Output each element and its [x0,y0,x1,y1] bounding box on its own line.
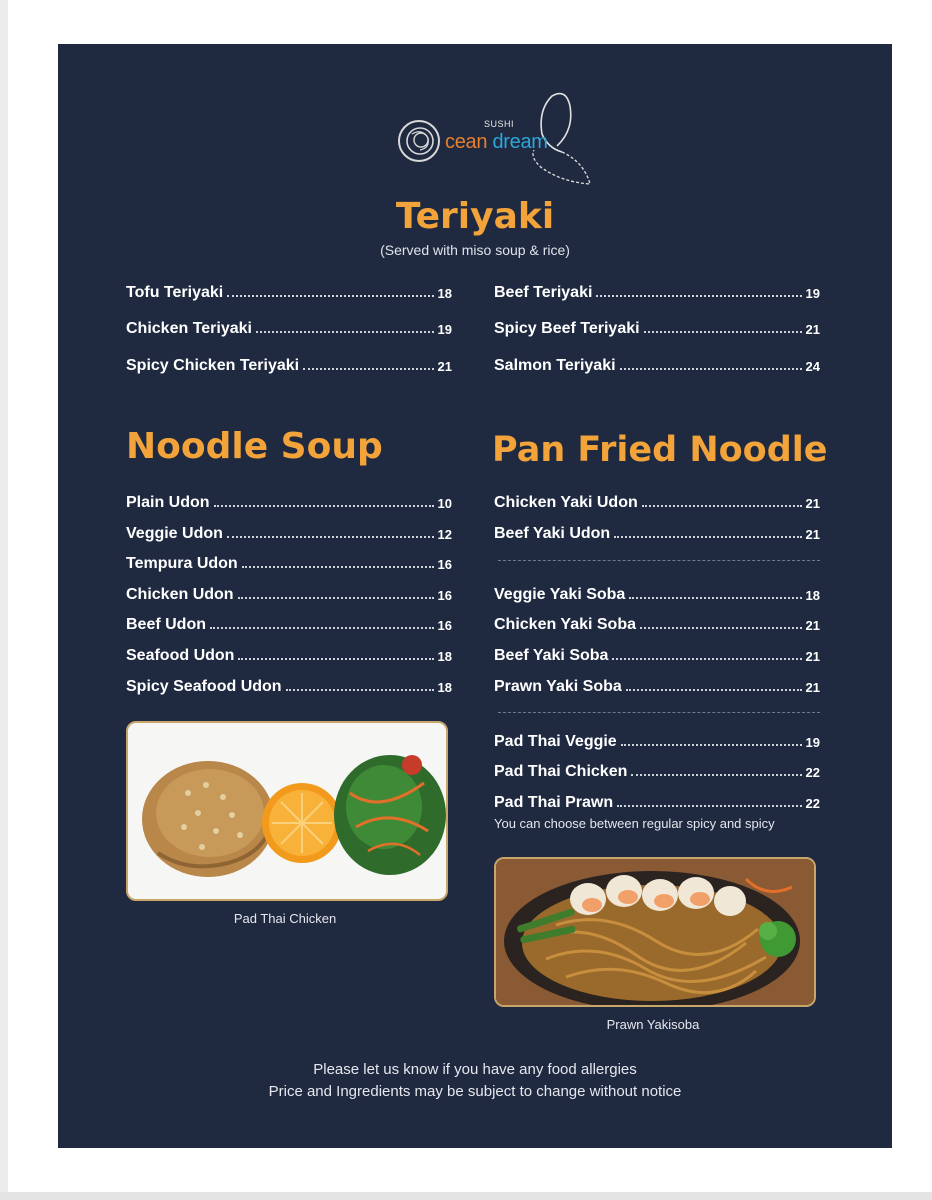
menu-item [126,612,452,634]
item-price: 19 [805,286,820,301]
item-price: 12 [437,527,452,542]
item-name: Spicy Beef Teriyaki [494,320,640,337]
item-price: 19 [805,735,820,750]
item-name: Veggie Udon [126,525,223,542]
item-price: 18 [437,649,452,664]
item-name: Pad Thai Veggie [494,733,617,750]
item-name: Beef Yaki Soba [494,647,609,664]
item-price: 10 [437,496,452,511]
allergy-notice: Please let us know if you have any food allergies [313,1061,637,1078]
item-price: 16 [437,588,452,603]
item-price: 18 [805,588,820,603]
section-divider [498,712,820,713]
menu-page [58,44,892,1148]
leader-dots [629,597,801,599]
leader-dots [626,689,802,691]
leader-dots [227,295,433,297]
pad-thai-photo [126,721,448,901]
menu-item [494,729,820,751]
item-name: Chicken Yaki Soba [494,616,636,633]
leader-dots [631,774,801,776]
menu-item [494,790,820,812]
leader-dots [210,627,434,629]
menu-item [126,353,452,375]
page-left-edge [0,0,8,1200]
menu-item [494,612,820,634]
menu-item [494,674,820,696]
leader-dots [621,744,802,746]
menu-item [494,353,820,375]
menu-item [494,316,820,338]
item-name: Spicy Seafood Udon [126,678,282,695]
teriyaki-heading: Teriyaki [395,196,555,237]
leader-dots [614,536,801,538]
item-name: Beef Teriyaki [494,284,593,301]
page-bottom-edge [0,1192,932,1200]
item-name: Pad Thai Prawn [494,794,614,811]
menu-item [494,490,820,512]
item-name: Spicy Chicken Teriyaki [126,357,300,374]
yakisoba-caption: Prawn Yakisoba [606,1017,700,1032]
leader-dots [642,505,802,507]
item-price: 21 [437,359,452,374]
leader-dots [242,566,434,568]
teriyaki-subtitle: (Served with miso soup & rice) [380,242,570,258]
leader-dots [286,689,434,691]
item-name: Tofu Teriyaki [126,284,224,301]
item-name: Prawn Yaki Soba [494,678,622,695]
item-name: Chicken Udon [126,586,234,603]
logo-sushi-label: SUSHI [484,119,515,129]
item-price: 22 [805,765,820,780]
item-name: Seafood Udon [126,647,235,664]
pad-thai-caption: Pad Thai Chicken [233,911,337,926]
section-divider [498,560,820,561]
item-price: 22 [805,796,820,811]
noodle-soup-heading: Noodle Soup [126,426,383,467]
item-price: 16 [437,557,452,572]
leader-dots [256,331,434,333]
item-name: Beef Yaki Udon [494,525,611,542]
pan-fried-noodle-heading: Pan Fried Noodle [492,430,828,470]
spice-note: You can choose between regular spicy and spicy [494,816,775,831]
menu-item [126,280,452,302]
price-notice: Price and Ingredients may be subject to change without notice [268,1083,682,1100]
item-price: 21 [805,496,820,511]
item-name: Salmon Teriyaki [494,357,616,374]
leader-dots [640,627,802,629]
item-price: 21 [805,527,820,542]
leader-dots [303,368,433,370]
item-name: Veggie Yaki Soba [494,586,626,603]
item-price: 16 [437,618,452,633]
item-price: 21 [805,322,820,337]
item-name: Chicken Teriyaki [126,320,252,337]
leader-dots [238,597,434,599]
leader-dots [238,658,433,660]
menu-item [494,582,820,604]
item-name: Plain Udon [126,494,210,511]
item-name: Chicken Yaki Udon [494,494,638,511]
menu-item [494,759,820,781]
logo-wordmark [445,131,548,154]
item-price: 24 [805,359,820,374]
item-name: Pad Thai Chicken [494,763,628,780]
restaurant-logo [392,86,598,190]
leader-dots [644,331,802,333]
menu-item [126,521,452,543]
menu-item [126,643,452,665]
logo-word-dream: dream [492,131,548,153]
leader-dots [214,505,434,507]
leader-dots [617,805,801,807]
item-price: 21 [805,680,820,695]
menu-item [494,521,820,543]
item-name: Tempura Udon [126,555,238,572]
menu-item [126,316,452,338]
yakisoba-photo [494,857,816,1007]
menu-item [494,280,820,302]
menu-item [494,643,820,665]
menu-item [126,490,452,512]
menu-item [126,582,452,604]
item-price: 21 [805,649,820,664]
leader-dots [620,368,802,370]
item-name: Beef Udon [126,616,206,633]
item-price: 18 [437,286,452,301]
menu-item [126,551,452,573]
item-price: 18 [437,680,452,695]
item-price: 19 [437,322,452,337]
logo-word-cean: cean [445,131,488,153]
item-price: 21 [805,618,820,633]
leader-dots [596,295,801,297]
leader-dots [612,658,801,660]
leader-dots [227,536,434,538]
menu-item [126,674,452,696]
